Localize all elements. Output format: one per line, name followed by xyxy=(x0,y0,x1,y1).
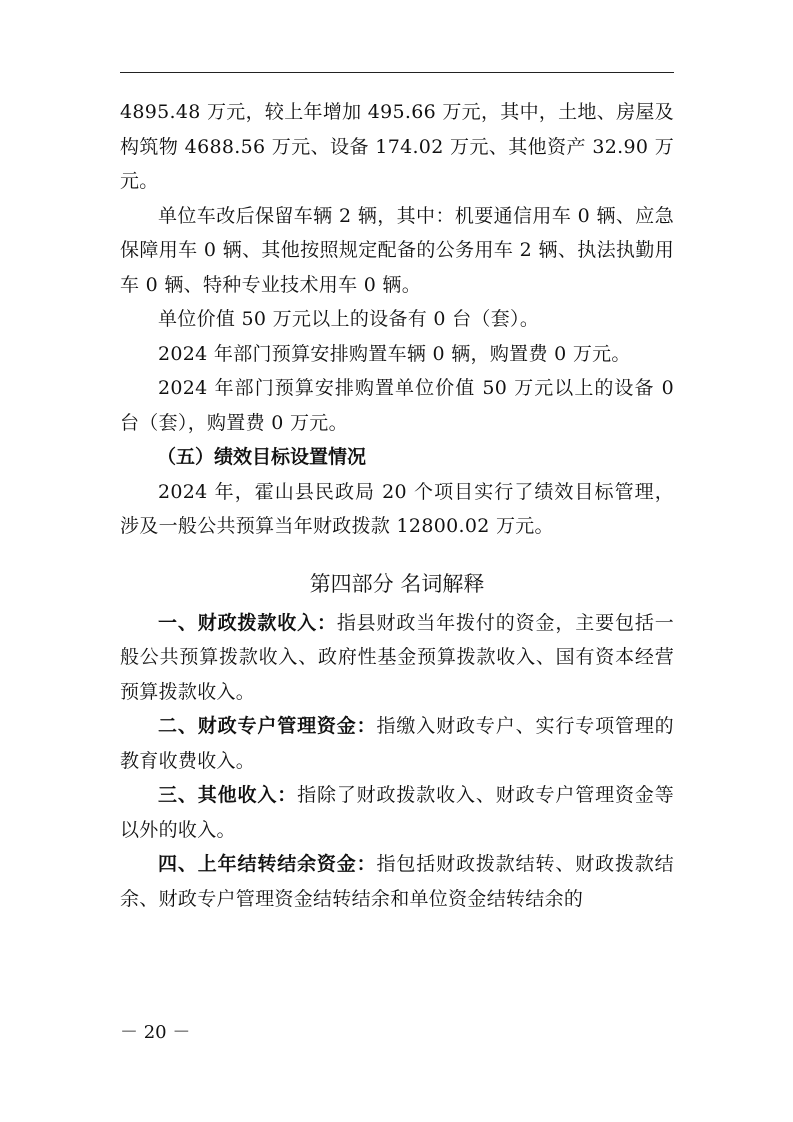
paragraph-performance: 2024 年，霍山县民政局 20 个项目实行了绩效目标管理，涉及一般公共预算当年财政拨款 12800.02 万元。 xyxy=(120,480,674,537)
definition-text: 指包括财政拨款结转、财政拨款结余、财政专户管理资金结转结余和单位资金结转结余的 xyxy=(120,853,674,910)
definition-term: 二、财政专户管理资金： xyxy=(158,715,377,737)
paragraph-vehicle-purchase: 2024 年部门预算安排购置车辆 0 辆，购置费 0 万元。 xyxy=(158,342,631,365)
subsection-heading: （五）绩效目标设置情况 xyxy=(157,446,367,468)
definition-item xyxy=(120,606,674,710)
definition-text: 指除了财政拨款收入、财政专户管理资金等以外的收入。 xyxy=(120,784,674,841)
paragraph-vehicles: 单位车改后保留车辆 2 辆，其中：机要通信用车 0 辆、应急保障用车 0 辆、其他按照规定配备的公务用车 2 辆、执法执勤用车 0 辆、特种专业技术用车 0 辆。 xyxy=(120,204,674,296)
definition-term: 四、上年结转结余资金： xyxy=(158,853,377,875)
paragraph-equipment-purchase: 2024 年部门预算安排购置单位价值 50 万元以上的设备 0 台（套），购置费 0 万元。 xyxy=(120,377,674,434)
section-title: 第四部分 名词解释 xyxy=(309,571,485,596)
definition-text: 指缴入财政专户、实行专项管理的教育收费收入。 xyxy=(120,715,674,772)
header-rule xyxy=(120,72,674,73)
definition-item xyxy=(120,847,674,916)
definition-text: 指县财政当年拨付的资金，主要包括一般公共预算拨款收入、政府性基金预算拨款收入、国有资本经营预算拨款收入。 xyxy=(120,611,674,703)
definition-item xyxy=(120,709,674,778)
paragraph-equipment: 单位价值 50 万元以上的设备有 0 台（套）。 xyxy=(158,308,540,330)
paragraph-assets: 4895.48 万元，较上年增加 495.66 万元，其中，土地、房屋及构筑物 4688.56 万元、设备 174.02 万元、其他资产 32.90 万元。 xyxy=(120,101,674,192)
definition-item xyxy=(120,778,674,847)
document-body xyxy=(120,95,674,916)
definition-term: 三、其他收入： xyxy=(158,784,298,806)
page-number: － 20 － xyxy=(120,1022,191,1043)
definition-term: 一、财政拨款收入： xyxy=(158,611,337,634)
